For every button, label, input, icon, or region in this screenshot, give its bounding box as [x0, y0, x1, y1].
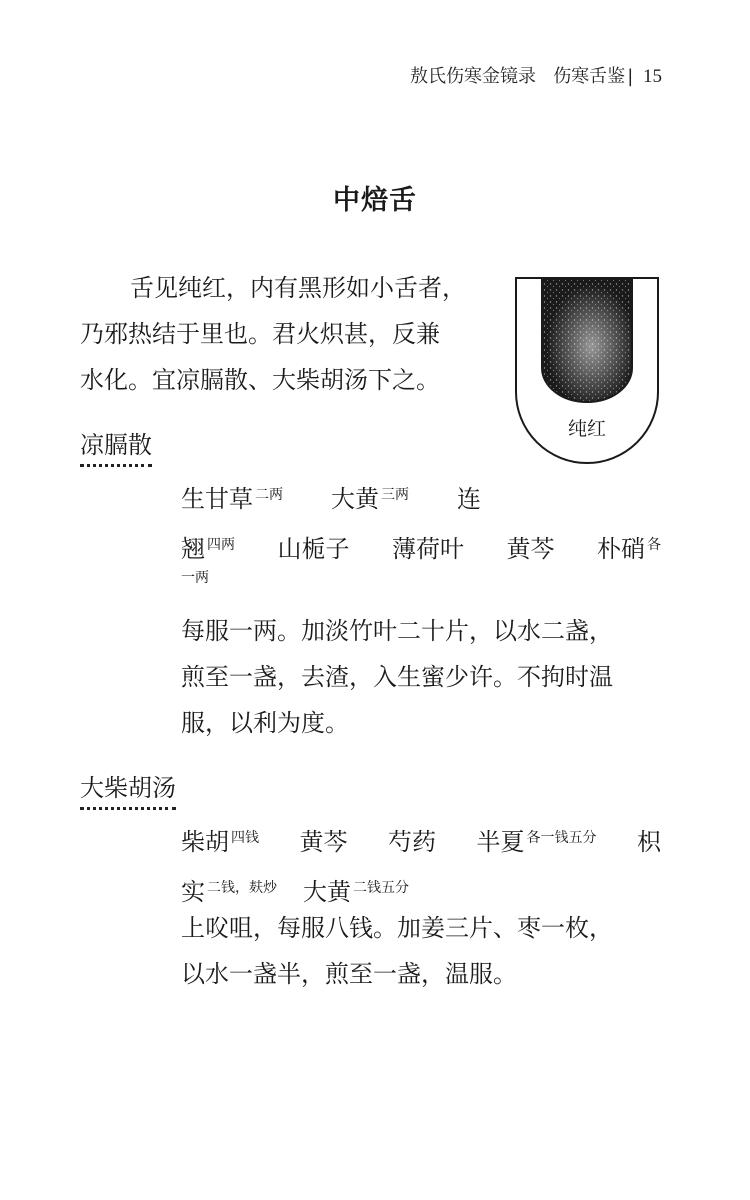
page-title: 中焙舌 — [333, 185, 417, 216]
ingredient: 薄荷叶 — [392, 535, 464, 563]
ingredient: 半夏 $^{各一钱五分}$ — [476, 828, 597, 856]
formula-heading-da-chaihu-tang: 大柴胡汤 — [80, 773, 176, 810]
page-number: 15 — [643, 66, 662, 87]
ingredient: 实 $^{二钱,麸炒}$ — [181, 878, 277, 906]
preparation-line: 以水一盏半，煎至一盏，温服。 — [181, 960, 517, 988]
intro-line: 舌见纯红，内有黑形如小舌者， — [130, 274, 466, 302]
header-separator: | — [627, 66, 634, 87]
formula2-preparation — [181, 905, 661, 997]
tongue-label: 纯红 — [567, 418, 606, 440]
formula2-ingredients — [181, 815, 661, 915]
tongue-illustration — [513, 276, 661, 466]
preparation-line: 煎至一盏，去渣，入生蜜少许。不拘时温 — [181, 663, 613, 691]
ingredient: 朴硝 $^各$ — [597, 535, 661, 563]
intro-line: 水化。宜凉膈散、大柴胡汤下之。 — [80, 366, 440, 394]
ingredient: 大黄 $^{三两}$ — [331, 485, 409, 513]
dose-continuation: 一两 — [181, 570, 209, 586]
intro-line: 乃邪热结于里也。君火炽甚，反兼 — [80, 320, 440, 348]
ingredient-line — [181, 472, 661, 522]
formula1-preparation — [181, 608, 661, 746]
ingredient: 生甘草 $^{二两}$ — [181, 485, 283, 513]
ingredient: 柴胡 $^{四钱}$ — [181, 828, 259, 856]
ingredient: 山栀子 — [277, 535, 350, 563]
ingredient: 翘 $^{四两}$ — [181, 535, 235, 563]
intro-paragraph — [80, 265, 500, 403]
section-title: 伤寒舌鉴 — [553, 66, 626, 87]
ingredient-line — [181, 815, 661, 865]
ingredient: 黄芩 — [299, 828, 348, 856]
ingredient: 大黄 $^{二钱五分}$ — [303, 878, 409, 906]
formula1-ingredients — [181, 472, 661, 590]
ingredient: 黄芩 — [506, 535, 555, 563]
formula-heading-liangge-san: 凉膈散 — [80, 430, 152, 467]
preparation-line: 每服一两。加淡竹叶二十片，以水二盏， — [181, 617, 613, 645]
preparation-line: 上㕮咀，每服八钱。加姜三片、枣一枚， — [181, 914, 613, 942]
ingredient-line — [181, 522, 661, 572]
running-header — [410, 62, 662, 88]
ingredient: 枳 — [637, 828, 661, 856]
ingredient: 芍药 — [388, 828, 436, 856]
book-title: 敖氏伤寒金镜录 — [410, 66, 537, 87]
preparation-line: 服，以利为度。 — [181, 709, 349, 737]
ingredient: 连 — [457, 485, 481, 513]
